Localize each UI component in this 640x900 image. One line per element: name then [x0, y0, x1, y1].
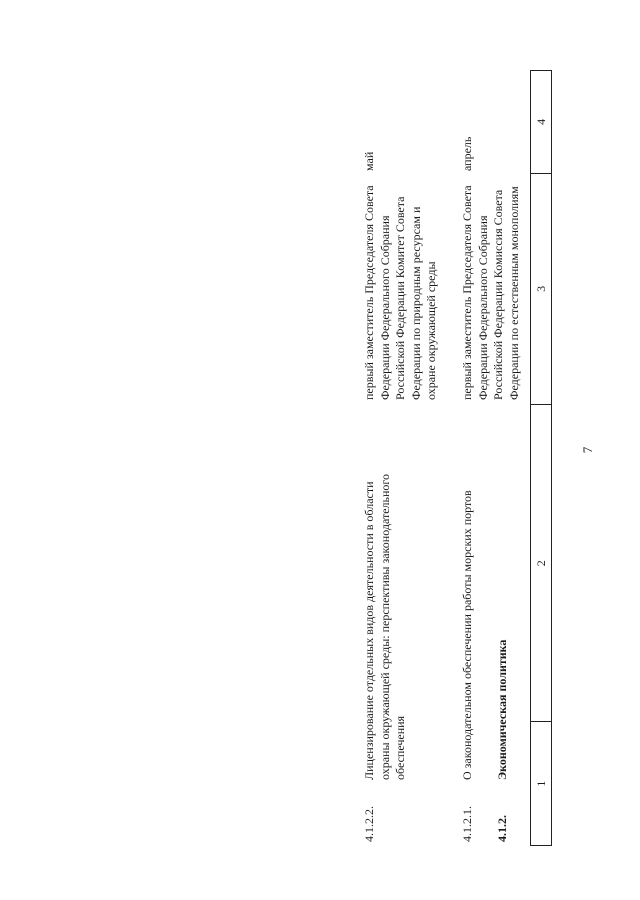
page-number: 7 — [580, 446, 595, 454]
table-header-row — [530, 70, 552, 846]
row-1-topic: О законодательном обеспечении работы морских портов — [460, 490, 474, 780]
column-header-4: 4 — [533, 118, 548, 125]
section-number: 4.1.2. — [495, 815, 509, 842]
row-2-deadline: май — [362, 151, 376, 171]
column-header-3: 3 — [531, 173, 551, 404]
section-title: Экономическая политика — [495, 639, 509, 780]
row-2-responsible: первый заместитель Председателя Совета Федерации Федерального Собрания Российской Федерации Комитет Совета Федерации по природным ресурсам и охране окружающей среды — [362, 185, 438, 400]
column-header-1: 1 — [531, 721, 551, 845]
row-2-number: 4.1.2.2. — [362, 806, 376, 842]
column-header-2: 2 — [531, 404, 551, 721]
row-1-responsible: первый заместитель Председателя Совета Федерации Федерального Собрания Российской Федерации Комиссия Совета Федерации по естественным монополиям — [460, 185, 521, 400]
row-1-deadline: апрель — [460, 136, 474, 171]
row-1-number: 4.1.2.1. — [460, 806, 474, 842]
row-2-topic: Лицензирование отдельных видов деятельности в области охраны окружающей среды: перспективы законодательного обеспечения — [362, 473, 407, 780]
